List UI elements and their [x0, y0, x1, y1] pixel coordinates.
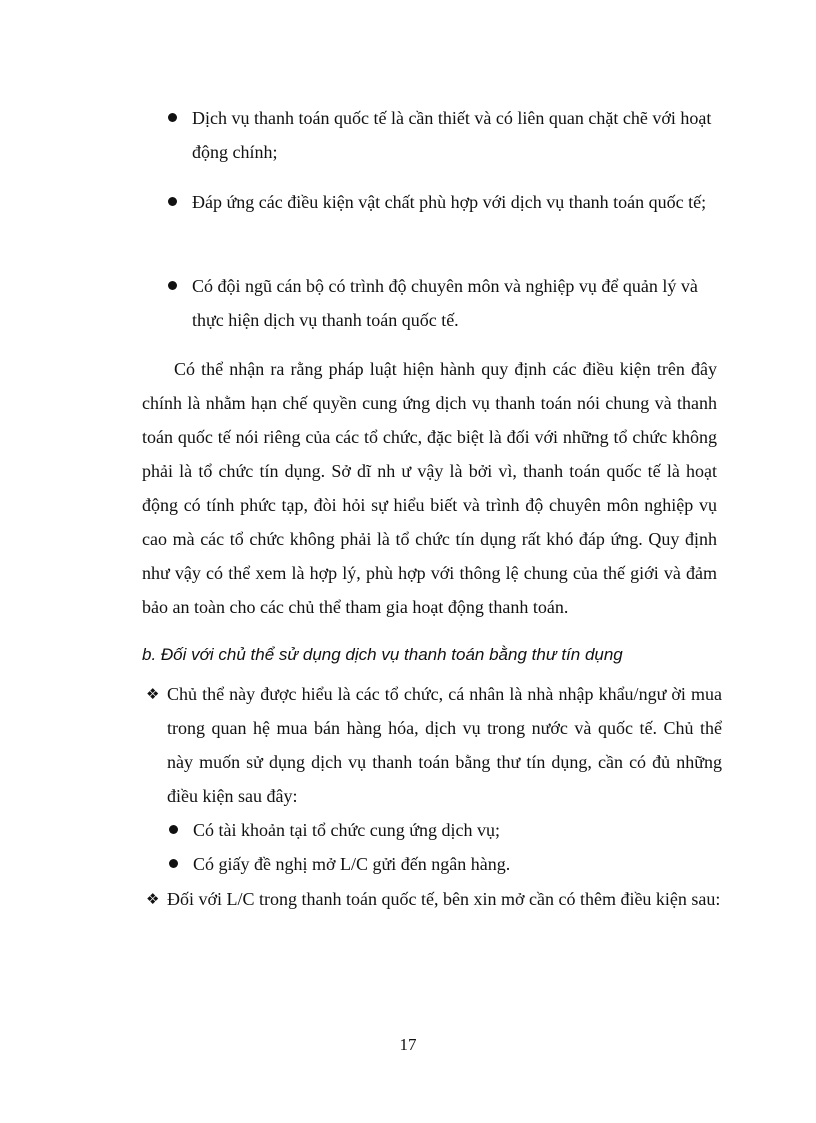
- diamond-list-item: [142, 882, 722, 916]
- page-number: 17: [399, 1035, 417, 1054]
- bullet-item: [166, 185, 726, 219]
- sub-bullet-item: [167, 847, 727, 881]
- diamond-bullet-icon: ❖: [146, 890, 160, 908]
- bullet-text: Dịch vụ thanh toán quốc tế là cần thiết và có liên quan chặt chẽ với hoạt động chính;: [192, 108, 712, 162]
- diamond-item-text: Chủ thể này được hiểu là các tổ chức, cá nhân là nhà nhập khẩu/ngư ời mua trong quan hệ mua bán hàng hóa, dịch vụ trong nước và quốc tế. Chủ thể này muốn sử dụng dịch vụ thanh toán bằng thư tín dụng, cần có đủ những điều kiện sau đây:: [167, 684, 722, 806]
- diamond-list-item: [142, 677, 722, 813]
- bullet-text: Đáp ứng các điều kiện vật chất phù hợp với dịch vụ thanh toán quốc tế;: [192, 192, 707, 212]
- bullet-item: [166, 101, 726, 169]
- diamond-item-text: Đối với L/C trong thanh toán quốc tế, bên xin mở cần có thêm điều kiện sau:: [167, 889, 721, 909]
- sub-bullet-item: [167, 813, 727, 847]
- bullet-text: Có đội ngũ cán bộ có trình độ chuyên môn và nghiệp vụ để quản lý và thực hiện dịch vụ thanh toán quốc tế.: [192, 276, 698, 330]
- sub-bullet-text: Có tài khoản tại tổ chức cung ứng dịch vụ;: [193, 820, 500, 840]
- section-subheading: b. Đối với chủ thể sử dụng dịch vụ thanh toán bằng thư tín dụng: [142, 645, 623, 664]
- sub-bullet-text: Có giấy đề nghị mở L/C gửi đến ngân hàng.: [193, 854, 511, 874]
- bullet-item: [166, 269, 726, 337]
- body-paragraph: Có thể nhận ra rằng pháp luật hiện hành quy định các điều kiện trên đây chính là nhằm hạn chế quyền cung ứng dịch vụ thanh toán nói chung và thanh toán quốc tế nói riêng của các tổ chức, đặc biệt là đối với những tổ chức không phải là tổ chức tín dụng. Sở dĩ nh ư vậy là bởi vì, thanh toán quốc tế là hoạt động có tính phức tạp, đòi hỏi sự hiểu biết và trình độ chuyên môn nghiệp vụ cao mà các tổ chức không phải là tổ chức tín dụng rất khó đáp ứng. Quy định như vậy có thể xem là hợp lý, phù hợp với thông lệ chung của thế giới và đảm bảo an toàn cho các chủ thể tham gia hoạt động thanh toán.: [142, 359, 717, 617]
- diamond-bullet-icon: ❖: [146, 685, 160, 703]
